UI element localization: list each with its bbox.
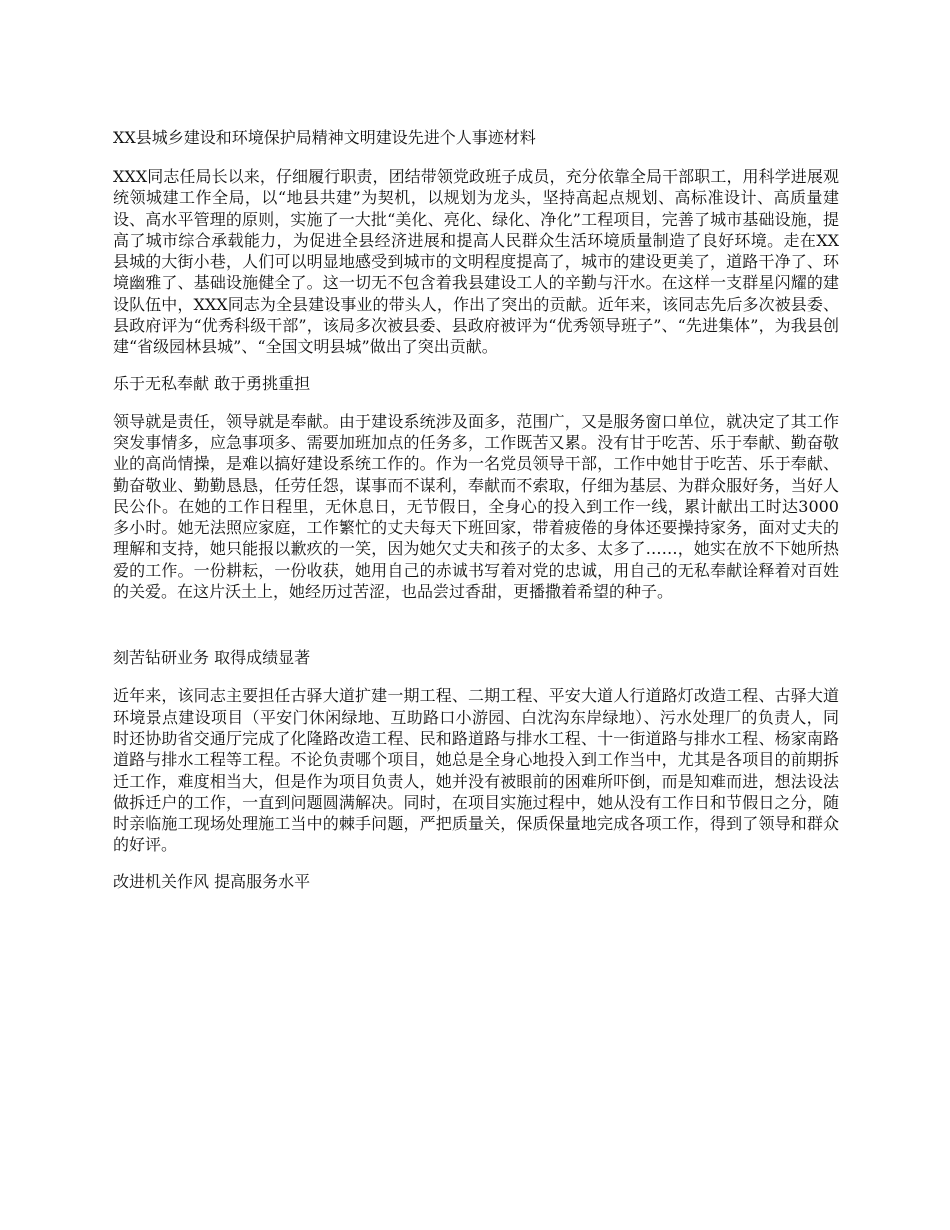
intro-paragraph: XXX同志任局长以来，仔细履行职责，团结带领党政班子成员，充分依靠全局干部职工，用科学进展观统领城建工作全局，以“地县共建”为契机，以规划为龙头，坚持高起点规划、高标准设计、高质量建设、高水平管理的原则，实施了一大批“美化、亮化、绿化、净化”工程项目，完善了城市基础设施，提高了城市综合承载能力，为促进全县经济进展和提高人民群众生活环境质量制造了良好环境。走在XX县城的大街小巷，人们可以明显地感受到城市的文明程度提高了，城市的建设更美了，道路干净了、环境幽雅了、基础设施健全了。这一切无不包含着我县建设工人的辛勤与汗水。在这样一支群星闪耀的建设队伍中，XXX同志为全县建设事业的带头人，作出了突出的贡献。近年来，该同志先后多次被县委、县政府评为“优秀科级干部”，该局多次被县委、县政府被评为“优秀领导班子”、“先进集体”，为我县创建“省级园林县城”、“全国文明县城”做出了突出贡献。	[113, 167, 839, 357]
document-page	[113, 128, 839, 909]
section-body-dedication: 领导就是责任，领导就是奉献。由于建设系统涉及面多，范围广，又是服务窗口单位，就决定了其工作突发事情多，应急事项多、需要加班加点的任务多，工作既苦又累。没有甘于吃苦、乐于奉献、勤奋敬业的高尚情操，是难以搞好建设系统工作的。作为一名党员领导干部，工作中她甘于吃苦、乐于奉献、勤奋敬业、勤勤恳恳，任劳任怨，谋事而不谋利，奉献而不索取，仔细为基层、为群众服好务，当好人民公仆。在她的工作日程里，无休息日，无节假日，全身心的投入到工作一线，累计献出工时达3000多小时。她无法照应家庭，工作繁忙的丈夫每天下班回家，带着疲倦的身体还要操持家务，面对丈夫的理解和支持，她只能报以歉疚的一笑，因为她欠丈夫和孩子的太多、太多了……，她实在放不下她所热爱的工作。一份耕耘，一份收获，她用自己的赤诚书写着对党的忠诚，用自己的无私奉献诠释着对百姓的关爱。在这片沃土上，她经历过苦涩，也品尝过香甜，更播撒着希望的种子。	[113, 411, 839, 602]
document-title: XX县城乡建设和环境保护局精神文明建设先进个人事迹材料	[113, 128, 536, 147]
section-heading-achievements: 刻苦钻研业务 取得成绩显著	[113, 648, 311, 668]
section-body-achievements: 近年来，该同志主要担任古驿大道扩建一期工程、二期工程、平安大道人行道路灯改造工程、古驿大道环境景点建设项目（平安门休闲绿地、互助路口小游园、白沈沟东岸绿地）、污水处理厂的负责人，同时还协助省交通厅完成了化隆路改造工程、民和路道路与排水工程、十一街道路与排水工程、杨家南路道路与排水工程等工程。不论负责哪个项目，她总是全身心地投入到工作当中，尤其是各项目的前期拆迁工作，难度相当大，但是作为项目负责人，她并没有被眼前的困难所吓倒，而是知难而进，想法设法做拆迁户的工作，一直到问题圆满解决。同时，在项目实施过程中，她从没有工作日和节假日之分，随时亲临施工现场处理施工当中的棘手问题，严把质量关，保质保量地完成各项工作，得到了领导和群众的好评。	[113, 686, 839, 855]
blank-spacer	[113, 618, 839, 648]
section-heading-dedication: 乐于无私奉献 敢于勇挑重担	[113, 373, 311, 393]
section-heading-service: 改进机关作风 提高服务水平	[113, 871, 311, 891]
